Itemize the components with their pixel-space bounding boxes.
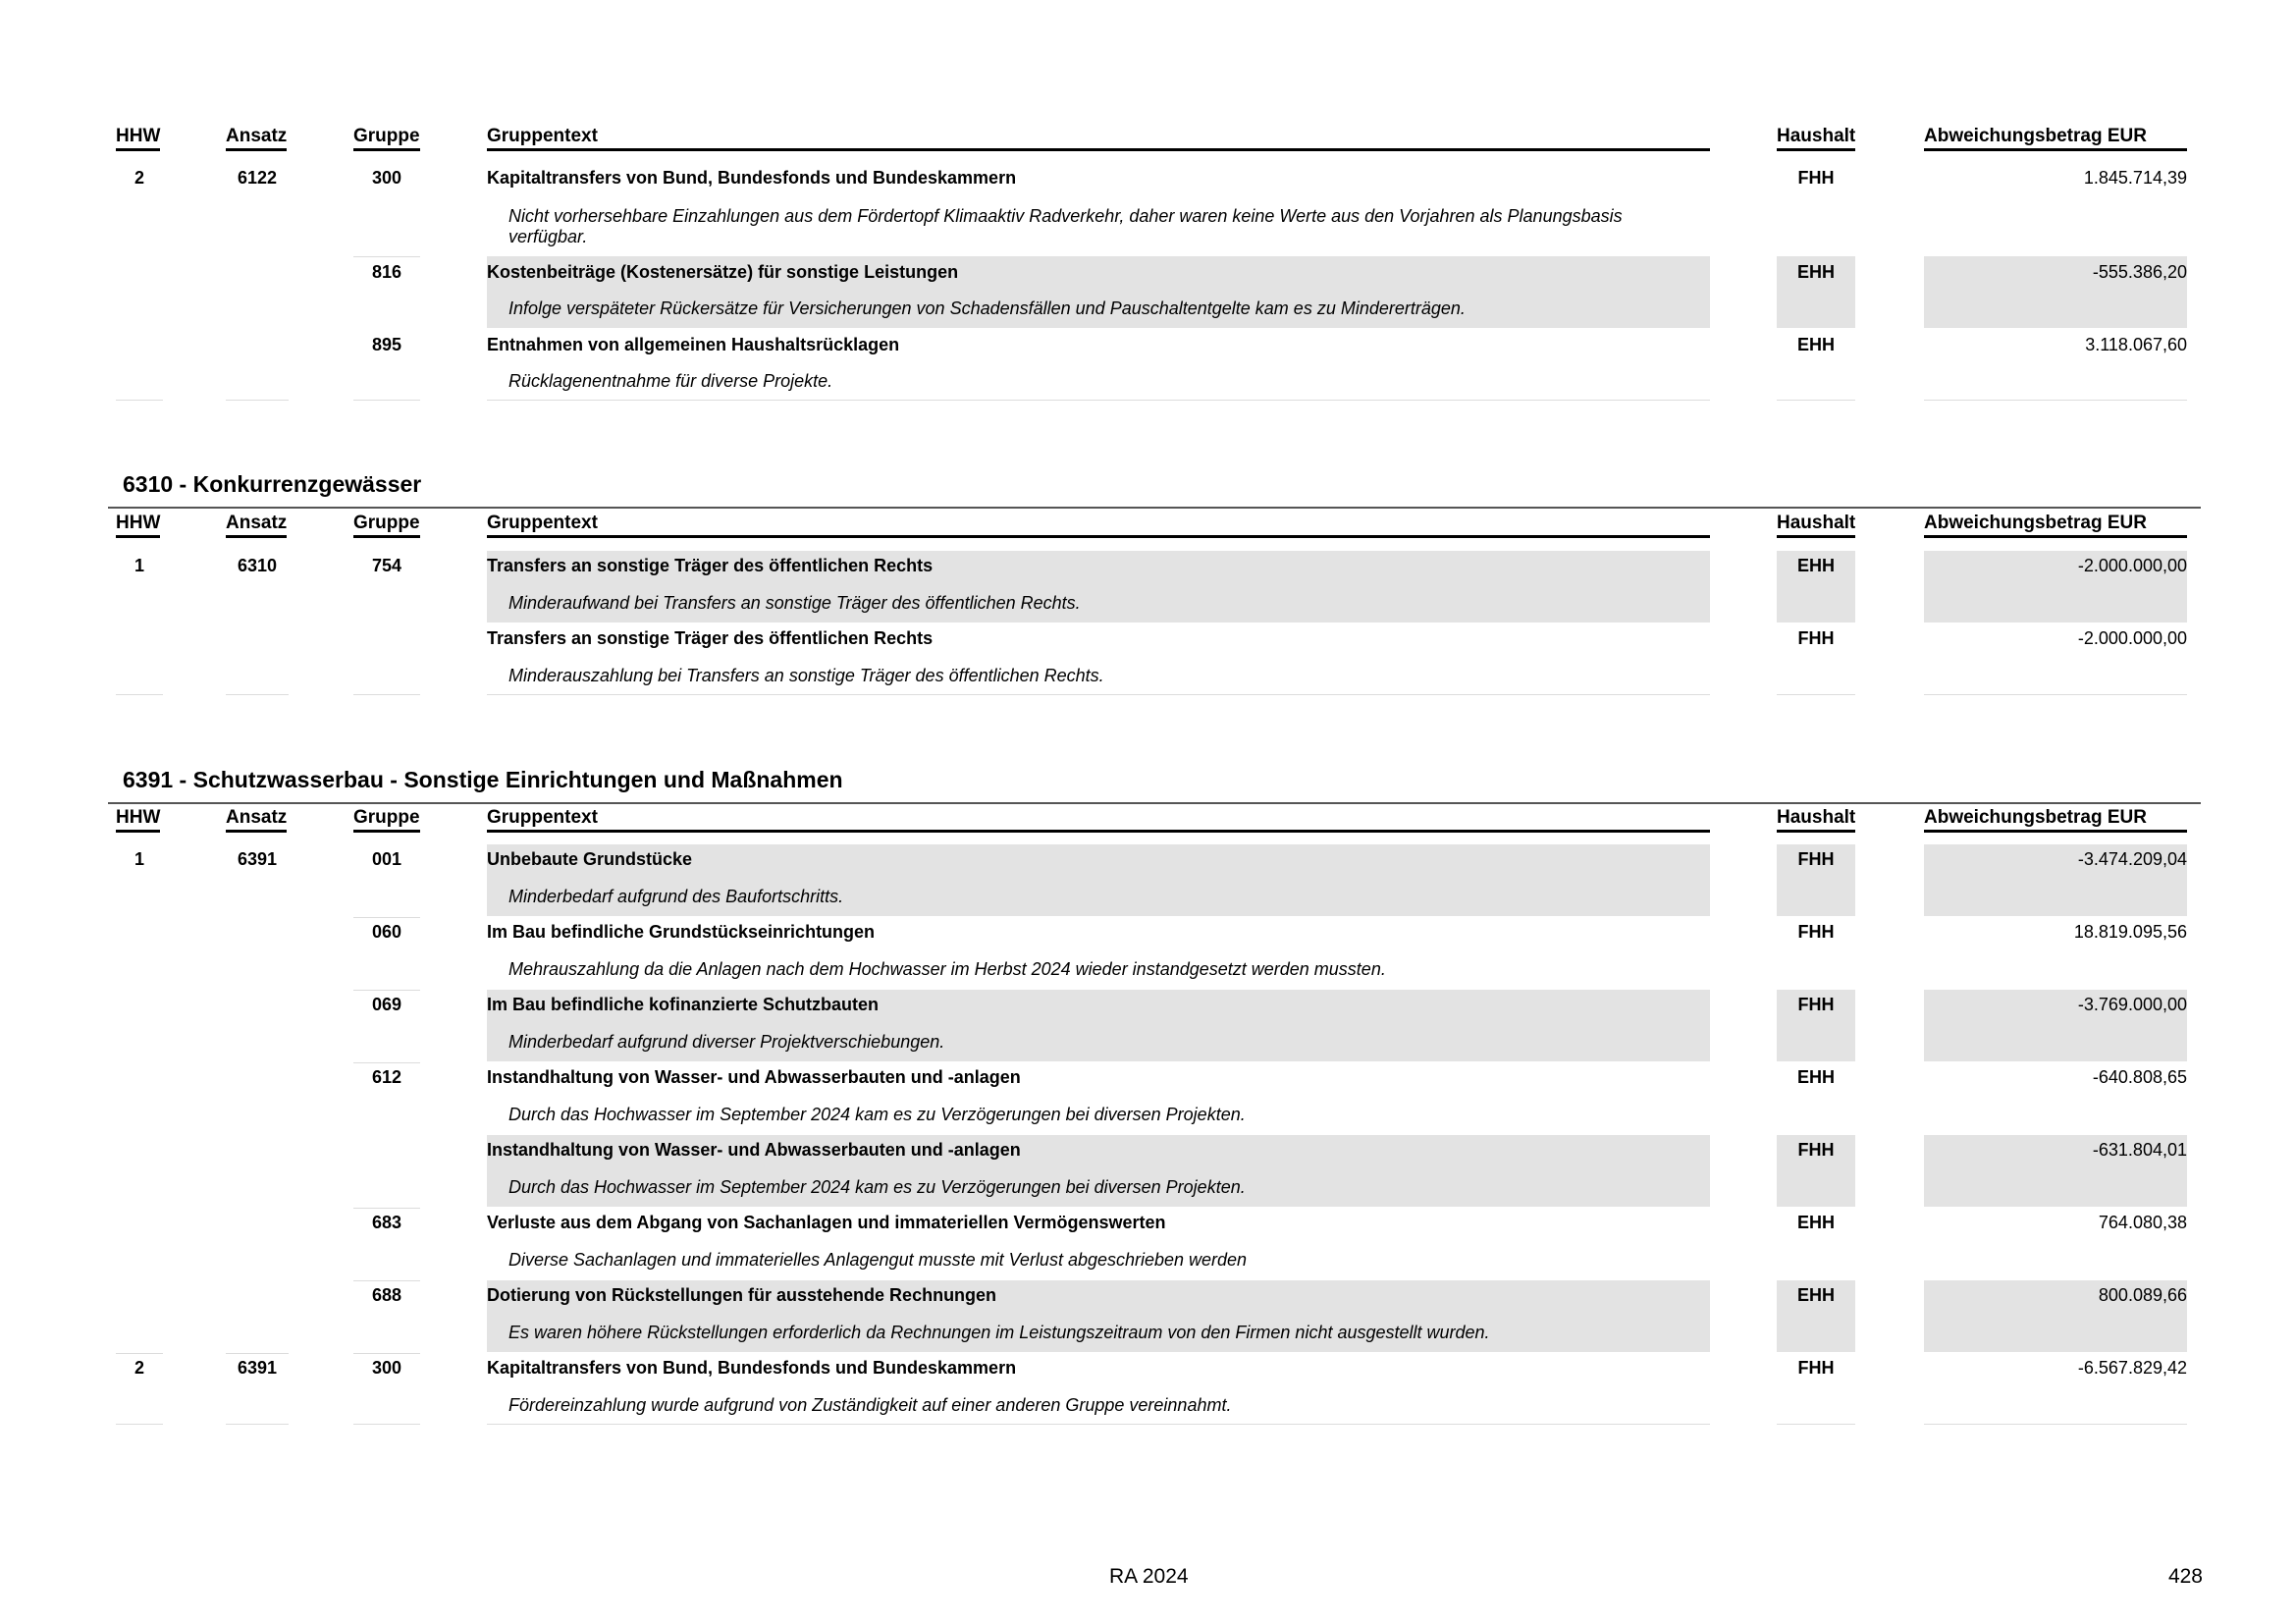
row-gruppe: 069 (371, 995, 402, 1014)
row-gruppentext: Instandhaltung von Wasser- und Abwasserbauten und -anlagen (487, 1140, 1021, 1160)
row-description: Mehrauszahlung da die Anlagen nach dem Hochwasser im Herbst 2024 wieder instandgesetzt werden mussten. (508, 959, 1386, 979)
row-gruppentext: Im Bau befindliche Grundstückseinrichtungen (487, 922, 876, 942)
row-gruppe: 300 (371, 1358, 402, 1378)
row-description: Rücklagenentnahme für diverse Projekte. (508, 371, 833, 391)
col-header-ansatz: Ansatz (226, 513, 287, 538)
row-haushalt: FHH (1797, 995, 1835, 1014)
row-ansatz-cell (226, 623, 289, 695)
row-description: Minderbedarf aufgrund des Baufortschritts. (508, 887, 844, 906)
row-description: Durch das Hochwasser im September 2024 kam es zu Verzögerungen bei diversen Projekten. (508, 1177, 1246, 1197)
section-title: 6310 - Konkurrenzgewässer (123, 471, 422, 497)
row-gruppentext: Kapitaltransfers von Bund, Bundesfonds und Bundeskammern (487, 168, 1017, 188)
col-header-gruppentext: Gruppentext (487, 513, 1710, 538)
row-description: Diverse Sachanlagen und immaterielles Anlagengut musste mit Verlust abgeschrieben werden (508, 1250, 1248, 1270)
table-row (0, 623, 2296, 696)
row-ansatz-cell (226, 329, 289, 401)
row-betrag: -2.000.000,00 (2077, 556, 2187, 575)
row-description: Infolge verspäteter Rückersätze für Versicherungen von Schadensfällen und Pauschaltentgelte kam es zu Mindererträgen. (508, 298, 1466, 318)
col-header-betrag: Abweichungsbetrag EUR (1924, 807, 2187, 833)
row-ansatz: 6310 (237, 556, 278, 575)
row-gruppentext: Transfers an sonstige Träger des öffentlichen Rechts (487, 628, 934, 648)
row-hhw: 2 (133, 1358, 144, 1378)
row-betrag: -3.769.000,00 (2077, 995, 2187, 1014)
row-gruppentext: Unbebaute Grundstücke (487, 849, 693, 869)
row-ansatz: 6391 (237, 849, 278, 869)
col-header-gruppentext: Gruppentext (487, 807, 1710, 833)
row-hhw-cell (116, 623, 163, 695)
col-header-gruppe: Gruppe (353, 513, 420, 538)
table-row (0, 990, 2296, 1062)
row-betrag: -555.386,20 (2092, 262, 2187, 282)
row-description: Minderaufwand bei Transfers an sonstige Träger des öffentlichen Rechts. (508, 593, 1081, 613)
row-hhw: 1 (133, 849, 144, 869)
row-hhw-cell (116, 329, 163, 401)
section-divider (108, 507, 2201, 509)
col-header-betrag: Abweichungsbetrag EUR (1924, 126, 2187, 151)
row-gruppentext: Dotierung von Rückstellungen für ausstehende Rechnungen (487, 1285, 997, 1305)
row-betrag: 18.819.095,56 (2073, 922, 2187, 942)
row-gruppentext: Transfers an sonstige Träger des öffentlichen Rechts (487, 556, 934, 575)
col-header-ansatz: Ansatz (226, 126, 287, 151)
row-gruppe: 001 (371, 849, 402, 869)
table-row (0, 1135, 2296, 1208)
section-title: 6391 - Schutzwasserbau - Sonstige Einrichtungen und Maßnahmen (123, 767, 843, 792)
col-header-haushalt: Haushalt (1777, 513, 1855, 538)
row-betrag: -640.808,65 (2092, 1067, 2187, 1087)
row-gruppentext: Entnahmen von allgemeinen Haushaltsrücklagen (487, 335, 900, 354)
row-betrag: -631.804,01 (2092, 1140, 2187, 1160)
row-gruppe: 895 (371, 335, 402, 354)
row-gruppe: 816 (371, 262, 402, 282)
table-row (0, 1062, 2296, 1135)
row-betrag: -3.474.209,04 (2077, 849, 2187, 869)
col-header-ansatz: Ansatz (226, 807, 287, 833)
row-gruppentext: Im Bau befindliche kofinanzierte Schutzbauten (487, 995, 880, 1014)
row-description: Es waren höhere Rückstellungen erforderlich da Rechnungen im Leistungszeitraum von den Firmen nicht ausgestellt wurden. (508, 1323, 1490, 1342)
row-betrag: 764.080,38 (2098, 1213, 2187, 1232)
table-row (0, 1208, 2296, 1280)
row-betrag: 800.089,66 (2098, 1285, 2187, 1305)
row-haushalt: FHH (1797, 849, 1835, 869)
col-header-hhw: HHW (116, 126, 160, 151)
table-row (0, 1280, 2296, 1353)
row-gruppe: 300 (371, 168, 402, 188)
row-betrag: -6.567.829,42 (2077, 1358, 2187, 1378)
col-header-hhw: HHW (116, 513, 160, 538)
row-gruppe: 688 (371, 1285, 402, 1305)
table-row (0, 844, 2296, 917)
row-ansatz: 6122 (237, 168, 278, 188)
row-betrag: 3.118.067,60 (2085, 335, 2187, 354)
row-betrag: 1.845.714,39 (2083, 168, 2187, 188)
row-haushalt: FHH (1797, 1358, 1835, 1378)
row-haushalt: EHH (1796, 335, 1835, 354)
col-header-gruppe: Gruppe (353, 126, 420, 151)
row-description: Minderauszahlung bei Transfers an sonstige Träger des öffentlichen Rechts. (508, 666, 1104, 685)
row-haushalt: FHH (1797, 168, 1835, 188)
row-gruppe: 683 (371, 1213, 402, 1232)
row-haushalt: EHH (1796, 1067, 1835, 1087)
col-header-betrag: Abweichungsbetrag EUR (1924, 513, 2187, 538)
footer-page-number: 428 (2167, 1565, 2203, 1588)
row-description: Fördereinzahlung wurde aufgrund von Zuständigkeit auf einer anderen Gruppe vereinnahmt. (508, 1395, 1232, 1415)
row-gruppentext: Kapitaltransfers von Bund, Bundesfonds und Bundeskammern (487, 1358, 1017, 1378)
row-gruppentext: Kostenbeiträge (Kostenersätze) für sonstige Leistungen (487, 262, 959, 282)
row-haushalt: FHH (1797, 922, 1835, 942)
row-hhw: 1 (133, 556, 144, 575)
row-gruppe: 754 (371, 556, 402, 575)
row-gruppentext: Instandhaltung von Wasser- und Abwasserbauten und -anlagen (487, 1067, 1021, 1087)
col-header-haushalt: Haushalt (1777, 807, 1855, 833)
row-betrag: -2.000.000,00 (2077, 628, 2187, 648)
row-haushalt: FHH (1797, 1140, 1835, 1160)
footer-document-label: RA 2024 (1109, 1565, 1189, 1588)
row-haushalt: EHH (1796, 262, 1835, 282)
row-haushalt: EHH (1796, 1213, 1835, 1232)
row-haushalt: FHH (1797, 628, 1835, 648)
table-row (0, 329, 2296, 402)
row-gruppentext: Verluste aus dem Abgang von Sachanlagen und immateriellen Vermögenswerten (487, 1213, 1166, 1232)
col-header-hhw: HHW (116, 807, 160, 833)
row-haushalt: EHH (1796, 556, 1835, 575)
row-ansatz: 6391 (237, 1358, 278, 1378)
col-header-gruppentext: Gruppentext (487, 126, 1710, 151)
table-row (0, 256, 2296, 329)
table-row (0, 165, 2296, 255)
row-description: Durch das Hochwasser im September 2024 kam es zu Verzögerungen bei diversen Projekten. (508, 1105, 1246, 1124)
row-haushalt: EHH (1796, 1285, 1835, 1305)
col-header-haushalt: Haushalt (1777, 126, 1855, 151)
section-divider (108, 802, 2201, 804)
row-description: Minderbedarf aufgrund diverser Projektverschiebungen. (508, 1032, 945, 1052)
row-gruppe: 612 (371, 1067, 402, 1087)
row-hhw: 2 (133, 168, 144, 188)
table-row (0, 917, 2296, 990)
col-header-gruppe: Gruppe (353, 807, 420, 833)
table-row (0, 551, 2296, 623)
row-group-cell (353, 623, 420, 695)
row-gruppe: 060 (371, 922, 402, 942)
table-row (0, 1353, 2296, 1426)
row-description: Nicht vorhersehbare Einzahlungen aus dem Fördertopf Klimaaktiv Radverkehr, daher waren keine Werte aus den Vorjahren als Planungsbasis verfügbar. (508, 206, 1623, 246)
